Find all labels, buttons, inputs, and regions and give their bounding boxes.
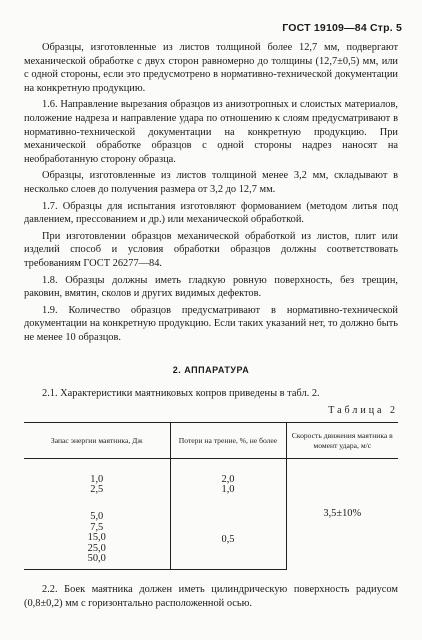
loss-value: 1,0 <box>221 484 235 496</box>
table-spacer-row <box>24 459 398 475</box>
table-cell <box>24 496 170 512</box>
energy-value: 7,5 <box>90 521 104 533</box>
energy-value: 25,0 <box>87 542 106 554</box>
paragraph: Образцы, изготовленные из листов толщиной более 12,7 мм, подвергают механической обработке с двух сторон равномерно до толщины (12,7±0,5) мм, или с одной стороны, если это предусмотрено в нормативно-технической документации на конкретную продукцию. <box>24 42 398 94</box>
energy-value: 1,0 <box>90 473 104 485</box>
column-header-speed: Скорость движения маятника в момент удара, м/с <box>286 423 398 459</box>
loss-value: 2,0 <box>221 473 235 485</box>
paragraph: 2.1. Характеристики маятниковых копров приведены в табл. 2. <box>42 388 320 400</box>
paragraph: 1.6. Направление вырезания образцов из анизотропных и слоистых материалов, положение надреза и направление удара по отношению к слоям предусматривают в нормативно-технической документации на конкретную продукцию. При механической обработке образцов с одной стороны надрез наносят на необработанную сторону образца. <box>24 99 398 165</box>
table-cell <box>24 459 170 475</box>
energy-cell <box>24 512 170 569</box>
paragraph: 1.8. Образцы должны иметь гладкую ровную поверхность, без трещин, раковин, вмятин, сколов и других видимых дефектов. <box>24 274 398 300</box>
energy-value: 50,0 <box>87 553 106 565</box>
energy-value: 5,0 <box>90 510 104 522</box>
loss-cell <box>170 475 286 496</box>
paragraph: При изготовлении образцов механической обработкой из листов, плит или изделий способ и условия обработки образцов должны соответствовать требованиям ГОСТ 26277—84. <box>24 230 398 269</box>
document-body <box>24 41 398 613</box>
loss-value: 0,5 <box>170 512 286 569</box>
paragraph: 1.9. Количество образцов предусматривают в нормативно-технической документации на конкретную продукцию. Если таких указаний нет, то должно быть не менее 10 образцов. <box>24 304 398 343</box>
table-caption: Таблица 2 <box>328 404 398 416</box>
energy-cell <box>24 475 170 496</box>
column-header-energy: Запас энергии маятника, Дж <box>24 423 170 459</box>
column-header-loss: Потери на трение, %, не более <box>170 423 286 459</box>
table-header-row <box>24 423 398 459</box>
energy-value: 15,0 <box>87 532 106 544</box>
paragraph: Образцы, изготовленные из листов толщиной менее 3,2 мм, складывают в несколько слоев до получения размера от 3,2 до 12,7 мм. <box>24 170 398 195</box>
table-cell <box>170 496 286 512</box>
table-cell <box>170 459 286 475</box>
section-title: 2. АППАРАТУРА <box>172 365 250 376</box>
paragraph: 2.2. Боек маятника должен иметь цилиндрическую поверхность радиусом (0,8±0,2) мм с горизонтально расположенной осью. <box>24 583 398 609</box>
apparatus-table <box>24 422 398 570</box>
paragraph: 1.7. Образцы для испытания изготовляют формованием (методом литья под давлением, прессованием и др.) или механической обработкой. <box>24 200 398 226</box>
energy-value: 2,5 <box>90 484 104 496</box>
running-header: ГОСТ 19109—84 Стр. 5 <box>282 22 402 34</box>
speed-value: 3,5±10% <box>286 459 398 570</box>
